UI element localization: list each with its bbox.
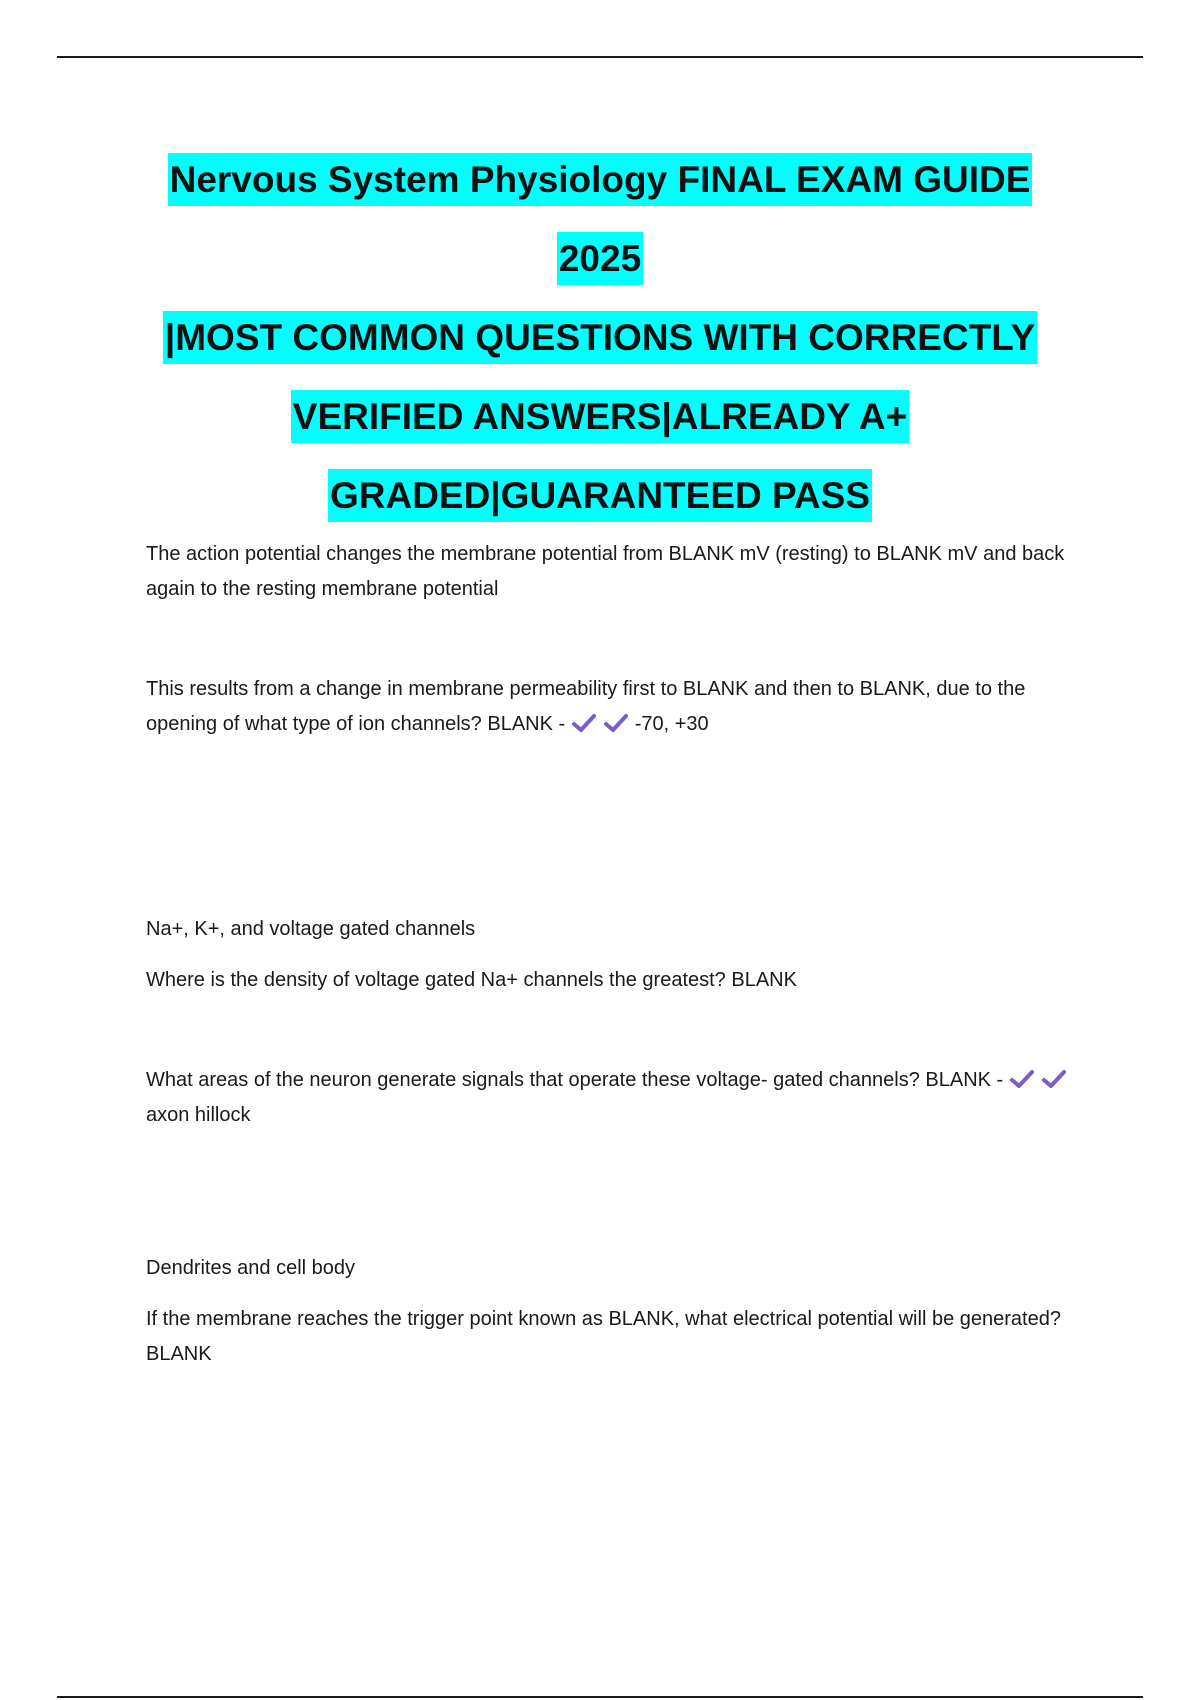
paragraph-2 bbox=[146, 672, 1086, 742]
paragraph-4: Where is the density of voltage gated Na+ channels the greatest? BLANK bbox=[146, 969, 797, 991]
check-icon bbox=[1041, 1067, 1067, 1089]
paragraph-6: Dendrites and cell body bbox=[146, 1257, 356, 1279]
title-line-4: VERIFIED ANSWERS|ALREADY A+ bbox=[100, 377, 1100, 456]
paragraph-1: The action potential changes the membrane potential from BLANK mV (resting) to BLANK mV and back again to the resting membrane potential bbox=[146, 543, 1065, 600]
document-title bbox=[100, 140, 1100, 535]
paragraph-3: Na+, K+, and voltage gated channels bbox=[146, 918, 476, 940]
check-icon bbox=[603, 711, 629, 733]
paragraph-5 bbox=[146, 1063, 1086, 1133]
check-icon bbox=[1009, 1067, 1035, 1089]
paragraph-7: If the membrane reaches the trigger point known as BLANK, what electrical potential will be generated? BLANK bbox=[146, 1308, 1061, 1365]
title-line-2: 2025 bbox=[100, 219, 1100, 298]
top-rule bbox=[57, 56, 1143, 58]
title-line-1: Nervous System Physiology FINAL EXAM GUIDE bbox=[100, 140, 1100, 219]
check-icon bbox=[571, 711, 597, 733]
answer-text: axon hillock bbox=[146, 1104, 251, 1126]
answer-text: -70, +30 bbox=[634, 713, 709, 735]
question-text: This results from a change in membrane permeability first to BLANK and then to BLANK, due to the opening of what type of ion channels? BLANK - bbox=[146, 678, 1026, 735]
title-line-3: |MOST COMMON QUESTIONS WITH CORRECTLY bbox=[100, 298, 1100, 377]
bottom-rule bbox=[57, 1696, 1143, 1698]
question-text: What areas of the neuron generate signals that operate these voltage- gated channels? BLANK - bbox=[146, 1069, 1004, 1091]
title-line-5: GRADED|GUARANTEED PASS bbox=[100, 456, 1100, 535]
